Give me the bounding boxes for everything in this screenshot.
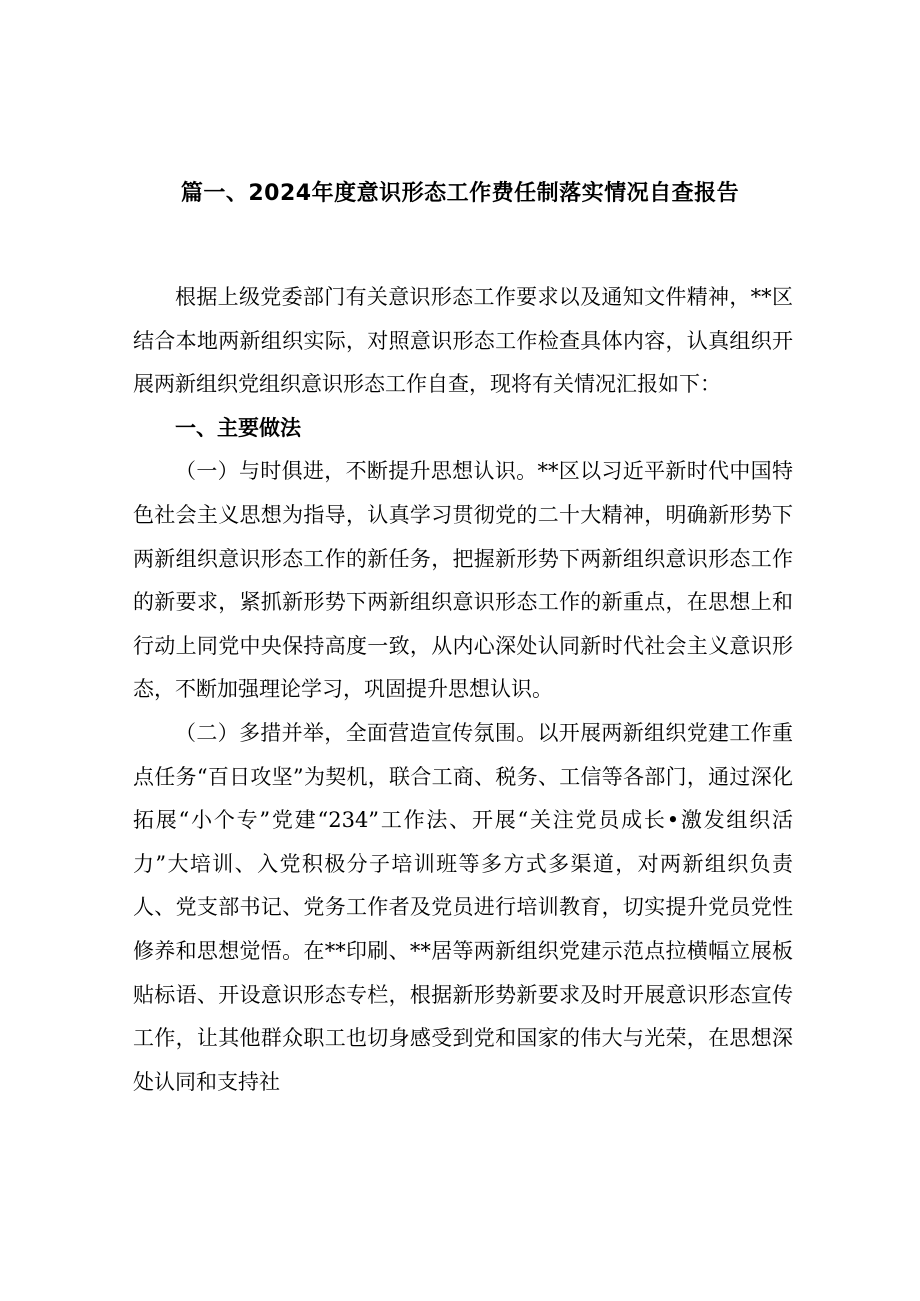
section-heading-main-practices: 一、主要做法	[175, 415, 301, 440]
paragraph-item-1: （一）与时俱进，不断提升思想认识。**区以习近平新时代中国特色社会主义思想为指导，认真学习贯彻党的二十大精神，明确新形势下两新组织意识形态工作的新任务，把握新形势下两新组织意识形态工作的新要求，紧抓新形势下两新组织意识形态工作的新重点，在思想上和行动上同党中央保持高度一致，从内心深处认同新时代社会主义意识形态，不断加强理论学习，巩固提升思想认识。	[133, 459, 793, 702]
intro-paragraph: 根据上级党委部门有关意识形态工作要求以及通知文件精神，**区结合本地两新组织实际，对照意识形态工作检查具体内容，认真组织开展两新组织党组织意识形态工作自查，现将有关情况汇报如下：	[133, 285, 793, 397]
document-title: 篇一、2024年度意识形态工作费任制落实情况自查报告	[180, 181, 740, 206]
paragraph-item-2: （二）多措并举，全面营造宣传氛围。以开展两新组织党建工作重点任务“百日攻坚”为契机，联合工商、税务、工信等各部门，通过深化拓展“小个专”党建“234”工作法、开展“关注党员成长•激发组织活力”大培训、入党积极分子培训班等多方式多渠道，对两新组织负责人、党支部书记、党务工作者及党员进行培训教育，切实提升党员党性修养和思想觉悟。在**印刷、**居等两新组织党建示范点拉横幅立展板贴标语、开设意识形态专栏，根据新形势新要求及时开展意识形态宣传工作，让其他群众职工也切身感受到党和国家的伟大与光荣，在思想深处认同和支持社	[133, 720, 793, 1094]
document-body	[133, 276, 793, 1104]
